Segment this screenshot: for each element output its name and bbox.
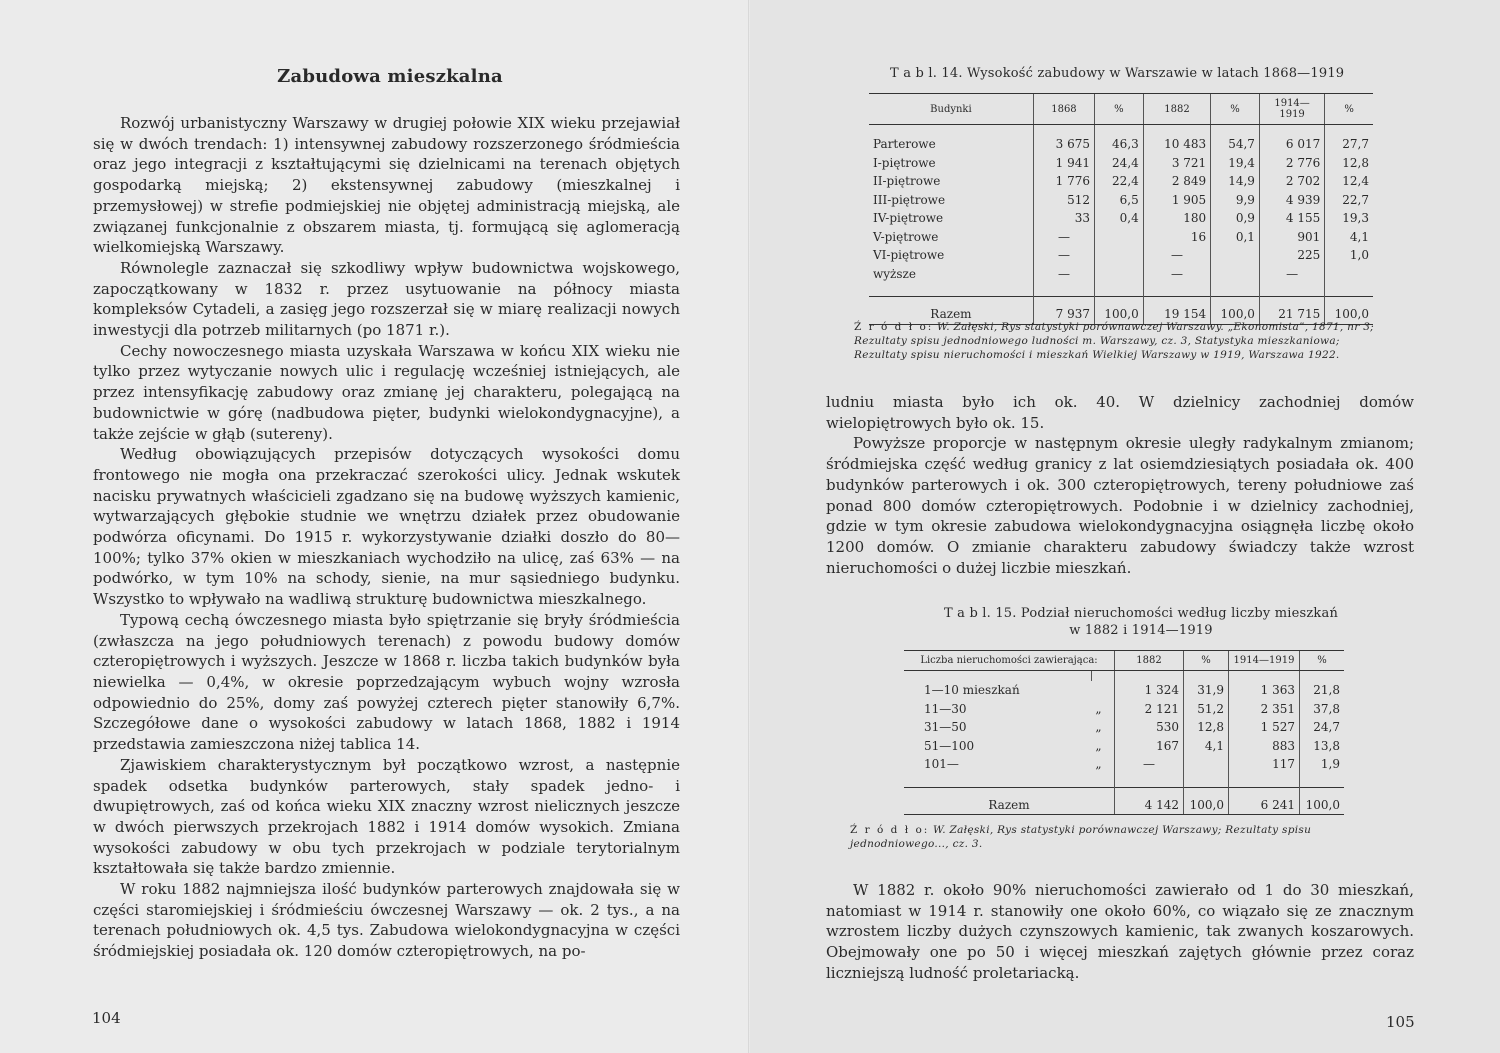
- table-cell: 16: [1143, 228, 1210, 247]
- column-header: %: [1095, 94, 1144, 125]
- source-text: W. Załęski, Rys statystyki porównawczej Warszawy; Rezultaty spisu jednodniowego..., cz. 3.: [850, 824, 1312, 850]
- table-cell: [1184, 755, 1229, 787]
- table-cell: [1325, 125, 1373, 136]
- table-cell: [1300, 671, 1345, 682]
- table-cell: 24,4: [1095, 154, 1144, 173]
- table-cell: 24,7: [1300, 718, 1345, 737]
- table-cell: 6,5: [1095, 191, 1144, 210]
- table-cell: 1 324: [1115, 681, 1184, 700]
- table-cell: 51,2: [1184, 700, 1229, 719]
- caption-prefix: T a b l.: [890, 66, 938, 81]
- column-header: Budynki: [869, 94, 1033, 125]
- table-spacer-row: [869, 125, 1373, 136]
- column-header: 1868: [1033, 94, 1094, 125]
- column-header: 1914—1919: [1259, 94, 1324, 125]
- table-cell: 21,8: [1300, 681, 1345, 700]
- table-cell: [869, 125, 1033, 136]
- table-cell: 2 121: [1115, 700, 1184, 719]
- paragraph: W 1882 r. około 90% nieruchomości zawierało od 1 do 30 mieszkań, natomiast w 1914 r. stanowiły one około 60%, co wiązało się ze znacznym wzrostem liczby dużych czynszowych kamienic, tak zwanych koszarowych. Obejmowały one po 50 i więcej mieszkań zajętych głównie przez coraz liczniejszą ludność proletariacką.: [826, 881, 1414, 982]
- table-cell: 33: [1033, 209, 1094, 228]
- column-header: 1882: [1143, 94, 1210, 125]
- table-cell: 3 675: [1033, 135, 1094, 154]
- paragraph: Według obowiązujących przepisów dotyczących wysokości domu frontowego nie mogła ona przekraczać szerokości ulicy. Jednak wskutek nacisku prywatnych właścicieli zgadzano się na budowę wyższych kamienic, wytwarzających głębokie studnie we wnętrzu działek przez obudowanie podwórza oficynami. Do 1915 r. wykorzystywanie działki doszło do 80—100%; tylko 37% okien w mieszkaniach wychodziło na ulicę, zaś 63% — na podwórko, w tym 10% na schody, sienie, na mur sąsiedniego budynku. Wszystko to wpływało na wadliwą strukturę budownictwa mieszkalnego.: [93, 445, 680, 609]
- table-cell: 19,3: [1325, 209, 1373, 228]
- table-cell: 117: [1229, 755, 1300, 787]
- table-cell: —: [1143, 265, 1210, 297]
- table-15-source: [850, 823, 1410, 851]
- table-cell: 0,1: [1211, 228, 1260, 247]
- table-cell: „: [1095, 701, 1102, 716]
- table-cell: [1259, 125, 1324, 136]
- table-cell: 100,0: [1184, 787, 1229, 815]
- caption-line: w 1882 i 1914—1919: [1069, 623, 1213, 638]
- table-cell: [1229, 671, 1300, 682]
- table-cell: —: [1115, 755, 1184, 787]
- table-cell: Razem: [904, 787, 1115, 815]
- table-cell: [1184, 671, 1229, 682]
- table-cell: [1033, 125, 1094, 136]
- table-14: [869, 93, 1373, 325]
- table-cell: [1095, 246, 1144, 265]
- table-cell: 12,8: [1184, 718, 1229, 737]
- section-heading: Zabudowa mieszkalna: [277, 66, 503, 87]
- table-cell: 0,9: [1211, 209, 1260, 228]
- caption-prefix: T a b l.: [943, 606, 991, 621]
- table-cell: 19 154: [1143, 297, 1210, 325]
- table-cell: 1,9: [1300, 755, 1345, 787]
- table-cell: 167: [1115, 737, 1184, 756]
- paragraph: W roku 1882 najmniejsza ilość budynków parterowych znajdowała się w części staromiejskiej i śródmieściu ówczesnej Warszawy — ok. 2 tys., a na terenach południowych ok. 4,5 tys. Zabudowa wielokondygnacyjna w części śródmiejskiej posiadała ok. 120 domów czteropiętrowych, na po-: [93, 880, 680, 961]
- table-cell: 54,7: [1211, 135, 1260, 154]
- table-cell: 4 142: [1115, 787, 1184, 815]
- table-cell: 12,4: [1325, 172, 1373, 191]
- table-cell: 6 017: [1259, 135, 1324, 154]
- table-cell: 1,0: [1325, 246, 1373, 265]
- table-cell: „: [1095, 738, 1102, 753]
- table-cell: 3 721: [1143, 154, 1210, 173]
- column-header: %: [1184, 651, 1229, 671]
- table-cell: 6 241: [1229, 787, 1300, 815]
- table-cell: 2 849: [1143, 172, 1210, 191]
- table-cell: —: [1033, 265, 1094, 297]
- table-row: [904, 700, 1344, 719]
- table-spacer-row: [904, 671, 1344, 682]
- table-row: [869, 154, 1373, 173]
- table-cell: 1 527: [1229, 718, 1300, 737]
- table-cell: [1143, 125, 1210, 136]
- source-text: W. Załęski, Rys statystyki porównawczej Warszawy. „Ekonomista”, 1871, nr 3; Rezultaty spisu jednodniowego ludności m. Warszawy, cz. 3, Statystyka mieszkaniowa; Rezultaty spisu nieruchomości i mieszkań Wielkiej Warszawy w 1919, Warszawa 1922.: [854, 321, 1375, 361]
- table-cell: [1211, 246, 1260, 265]
- table-cell: 1—10 mieszkań: [924, 683, 1020, 697]
- paragraph: Równolegle zaznaczał się szkodliwy wpływ budownictwa wojskowego, zapoczątkowany w 1832 r. przez usytuowanie na północy miasta kompleksów Cytadeli, a zasięg jego rozszerzał się w miarę realizacji nowych inwestycji dla potrzeb militarnych (po 1871 r.).: [93, 258, 680, 340]
- table-14-body: [869, 125, 1373, 325]
- table-cell: 225: [1259, 246, 1324, 265]
- column-header: 1882: [1115, 651, 1184, 671]
- table-cell: 1 905: [1143, 191, 1210, 210]
- paragraph: ludniu miasta było ich ok. 40. W dzielnicy zachodniej domów wielopiętrowych było ok. 15.: [826, 393, 1414, 432]
- table-cell: 100,0: [1211, 297, 1260, 325]
- table-cell: 4,1: [1325, 228, 1373, 247]
- table-row: [869, 228, 1373, 247]
- column-header: Liczba nieruchomości zawierająca:: [904, 651, 1115, 671]
- table-cell: 46,3: [1095, 135, 1144, 154]
- table-cell: 100,0: [1300, 787, 1345, 815]
- table-header-row: [904, 651, 1344, 671]
- table-row: [869, 246, 1373, 265]
- left-body-text: [93, 113, 680, 962]
- table-14-source: [854, 320, 1380, 362]
- table-cell: —: [1033, 228, 1094, 247]
- right-mid-text: [826, 392, 1414, 578]
- table-cell: 100,0: [1095, 297, 1144, 325]
- table-cell: V-piętrowe: [873, 229, 939, 244]
- table-cell: —: [1033, 246, 1094, 265]
- table-row: [904, 718, 1344, 737]
- table-cell: Parterowe: [873, 137, 936, 151]
- table-cell: 901: [1259, 228, 1324, 247]
- table-cell: [1095, 228, 1144, 247]
- table-cell: [1095, 265, 1144, 297]
- table-cell: 19,4: [1211, 154, 1260, 173]
- table-row: [869, 265, 1373, 297]
- table-row: [869, 135, 1373, 154]
- table-cell: 1 776: [1033, 172, 1094, 191]
- table-cell: 4 155: [1259, 209, 1324, 228]
- table-cell: II-piętrowe: [873, 174, 941, 188]
- table-row: [904, 737, 1344, 756]
- table-cell: [1115, 671, 1184, 682]
- caption-line: [916, 605, 1366, 622]
- paragraph: Powyższe proporcje w następnym okresie uległy radykalnym zmianom; śródmiejska część według granicy z lat osiemdziesiątych posiadała ok. 400 budynków parterowych i ok. 300 czteropiętrowych, tereny południowe zaś ponad 800 domów czteropiętrowych. Podobnie i w dzielnicy zachodniej, gdzie w tym okresie zabudowa wielokondygnacyjna osiągnęła liczbę około 1200 domów. O zmianie charakteru zabudowy świadczy także wzrost nieruchomości o dużej liczbie mieszkań.: [826, 434, 1414, 577]
- table-cell: 9,9: [1211, 191, 1260, 210]
- paragraph: Rozwój urbanistyczny Warszawy w drugiej połowie XIX wieku przejawiał się w dwóch trendach: 1) intensywnej zabudowy rozszerzonego śródmieścia oraz jego integracji z kształtującymi się dzielnicami na terenach objętych gospodarką miejską; 2) ekstensywnej zabudowy (mieszkalnej i przemysłowej) w strefie podmiejskiej nie objętej administracją miejską, ale związanej funkcjonalnie z obszarem miasta, tj. formującą się aglomeracją wielkomiejską Warszawy.: [93, 114, 680, 257]
- table-14-caption: [890, 66, 1344, 81]
- table-cell: —: [1143, 246, 1210, 265]
- table-cell: 12,8: [1325, 154, 1373, 173]
- table-row: [869, 172, 1373, 191]
- table-cell: 0,4: [1095, 209, 1144, 228]
- table-cell: 180: [1143, 209, 1210, 228]
- column-header: %: [1300, 651, 1345, 671]
- table-cell: [1091, 681, 1114, 700]
- table-cell: 101—: [924, 757, 959, 771]
- table-cell: Razem: [869, 297, 1033, 325]
- source-label: Ź r ó d ł o:: [850, 824, 930, 836]
- table-cell: 22,4: [1095, 172, 1144, 191]
- column-header: %: [1325, 94, 1373, 125]
- table-cell: 13,8: [1300, 737, 1345, 756]
- right-page: [750, 0, 1500, 1053]
- table-cell: III-piętrowe: [873, 192, 946, 207]
- table-cell: 100,0: [1325, 297, 1373, 325]
- table-15-body: [904, 671, 1344, 815]
- page-number: 105: [1386, 1013, 1415, 1031]
- column-header: %: [1211, 94, 1260, 125]
- table-cell: 31,9: [1184, 681, 1229, 700]
- table-cell: 2 351: [1229, 700, 1300, 719]
- table-cell: 22,7: [1325, 191, 1373, 210]
- table-cell: [904, 671, 1091, 682]
- table-cell: 530: [1115, 718, 1184, 737]
- paragraph: Typową cechą ówczesnego miasta było spiętrzanie się bryły śródmieścia (zwłaszcza na jego południowych terenach) z powodu budowy domów czteropiętrowych i wyższych. Jeszcze w 1868 r. liczba takich budynków była niewielka — 0,4%, w okresie poprzedzającym wybuch wojny wzrosła odpowiednio do 25%, domy zaś powyżej czterech pięter stanowiły 6,7%. Szczegółowe dane o wysokości zabudowy w latach 1868, 1882 i 1914 przedstawia zamieszczona niżej tablica 14.: [93, 610, 680, 754]
- table-row: [904, 681, 1344, 700]
- column-header: 1914—1919: [1229, 651, 1300, 671]
- table-cell: 512: [1033, 191, 1094, 210]
- table-15-caption: [916, 605, 1366, 639]
- table-cell: 51—100: [924, 738, 975, 753]
- paragraph: Zjawiskiem charakterystycznym był początkowo wzrost, a następnie spadek odsetka budynków parterowych, stały spadek jedno- i dwupiętrowych, zaś od końca wieku XIX znaczny wzrost nielicznych jeszcze w dwóch pierwszych przekrojach 1882 i 1914 domów wysokich. Zmiana wysokości zabudowy w obu tych przekrojach w podziale terytorialnym kształtowała się także bardzo zmiennie.: [93, 755, 680, 878]
- table-cell: [1211, 265, 1260, 297]
- table-cell: 14,9: [1211, 172, 1260, 191]
- table-cell: 7 937: [1033, 297, 1094, 325]
- table-cell: 21 715: [1259, 297, 1324, 325]
- right-bottom-text: [826, 880, 1414, 984]
- caption-text: 15. Podział nieruchomości według liczby mieszkań: [995, 606, 1339, 621]
- table-15: [904, 650, 1344, 815]
- table-cell: 2 776: [1259, 154, 1324, 173]
- table-cell: 11—30: [924, 701, 967, 716]
- table-cell: 37,8: [1300, 700, 1345, 719]
- table-cell: 31—50: [924, 720, 967, 734]
- table-cell: 1 941: [1033, 154, 1094, 173]
- table-cell: [1211, 125, 1260, 136]
- table-cell: wyższe: [873, 266, 916, 281]
- table-header-row: [869, 94, 1373, 125]
- table-cell: 10 483: [1143, 135, 1210, 154]
- table-cell: [1095, 125, 1144, 136]
- table-cell: —: [1259, 265, 1324, 297]
- table-cell: IV-piętrowe: [873, 211, 944, 225]
- source-label: Ź r ó d ł o:: [854, 321, 934, 333]
- table-cell: [1325, 265, 1373, 297]
- table-cell: „: [1095, 757, 1102, 771]
- table-cell: 4 939: [1259, 191, 1324, 210]
- table-total-row: [904, 787, 1344, 815]
- table-cell: VI-piętrowe: [873, 248, 945, 262]
- page-number: 104: [92, 1009, 121, 1027]
- table-cell: 27,7: [1325, 135, 1373, 154]
- table-row: [869, 209, 1373, 228]
- table-cell: „: [1095, 720, 1102, 734]
- caption-text: 14. Wysokość zabudowy w Warszawie w latach 1868—1919: [941, 66, 1345, 81]
- table-cell: 883: [1229, 737, 1300, 756]
- table-cell: I-piętrowe: [873, 155, 936, 170]
- table-cell: 2 702: [1259, 172, 1324, 191]
- table-row: [904, 755, 1344, 787]
- table-cell: [1091, 671, 1114, 682]
- table-row: [869, 191, 1373, 210]
- paragraph: Cechy nowoczesnego miasta uzyskała Warszawa w końcu XIX wieku nie tylko przez wytyczanie nowych ulic i regulację wcześniej istniejących, ale przez intensyfikację zabudowy oraz zmianę jej charakteru, polegającą na budownictwie w górę (nadbudowa pięter, budynki wielokondygnacyjne), a także zejście w głąb (sutereny).: [93, 341, 680, 443]
- table-cell: 4,1: [1184, 737, 1229, 756]
- table-cell: 1 363: [1229, 681, 1300, 700]
